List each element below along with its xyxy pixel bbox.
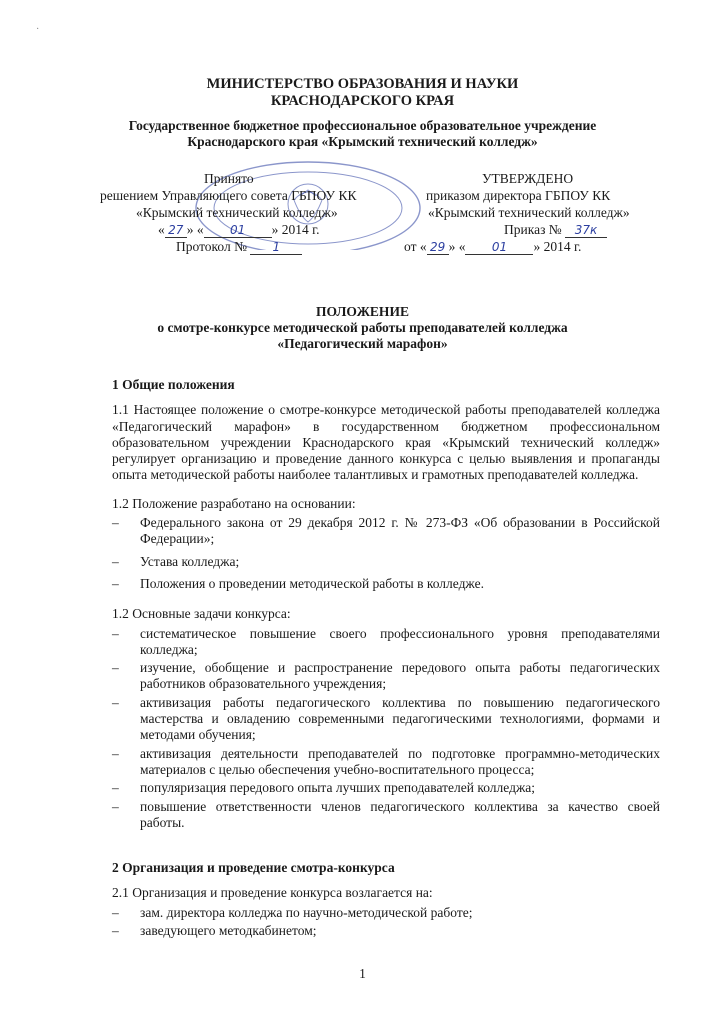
list-item: – Положения о проведении методической работы в колледже.: [112, 576, 660, 592]
approved-date-month: 01: [465, 240, 533, 255]
date-open-quote: «: [158, 222, 165, 237]
approved-order-line: приказом директора ГБПОУ КК: [426, 188, 611, 203]
approved-date-year: » 2014 г.: [533, 239, 582, 254]
accepted-college-line: «Крымский технический колледж»: [136, 205, 338, 220]
approved-date-day: 29: [427, 240, 449, 255]
organizers-list: [112, 905, 660, 940]
approved-date-prefix: от «: [404, 239, 427, 254]
section-1-heading: 1 Общие положения: [112, 377, 235, 392]
protocol-number: 1: [250, 240, 302, 255]
paragraph-2-1-intro: 2.1 Организация и проведение конкурса возлагается на:: [112, 885, 433, 901]
list-item: – заведующего методкабинетом;: [112, 923, 660, 939]
institution-line-2: Краснодарского края «Крымский технический колледж»: [187, 134, 538, 149]
accepted-date-day: 27: [165, 223, 187, 238]
scan-artifact: ·: [36, 24, 40, 35]
document-title: [0, 304, 725, 352]
section-2-heading: 2 Организация и проведение смотра-конкурса: [112, 860, 395, 876]
protocol-line: [100, 238, 356, 255]
order-label: Приказ №: [504, 222, 562, 237]
title-line-1: ПОЛОЖЕНИЕ: [316, 304, 409, 319]
ministry-line-1: МИНИСТЕРСТВО ОБРАЗОВАНИЯ И НАУКИ: [206, 76, 519, 92]
accepted-label: Принято: [204, 171, 254, 186]
list-item: – Федерального закона от 29 декабря 2012 г. № 273-ФЗ «Об образовании в Российской Федерации»;: [112, 515, 660, 548]
paragraph-tasks-intro: 1.2 Основные задачи конкурса:: [112, 606, 291, 622]
document-body: [112, 377, 660, 944]
ministry-line-2: КРАСНОДАРСКОГО КРАЯ: [270, 93, 455, 109]
tasks-list: [112, 626, 660, 832]
date-mid-quote: » «: [186, 222, 204, 237]
institution-heading: [0, 118, 725, 150]
accepted-date-line: [100, 221, 356, 238]
title-line-3: «Педагогический марафон»: [277, 336, 448, 351]
approved-label: УТВЕРЖДЕНО: [482, 171, 574, 186]
accepted-date-year: » 2014 г.: [271, 222, 320, 237]
approved-date-mid: » «: [448, 239, 466, 254]
paragraph-1-2-intro: 1.2 Положение разработано на основании:: [112, 495, 356, 511]
order-number: 37к: [565, 223, 607, 238]
list-item: – популяризация передового опыта лучших преподавателей колледжа;: [112, 780, 660, 796]
list-item: – активизация работы педагогического коллектива по повышению педагогического мастерства и овладению современными педагогическими технологиями, формами и методами обучения;: [112, 695, 660, 744]
list-item: – Устава колледжа;: [112, 554, 660, 570]
approved-date-line: [404, 238, 630, 255]
institution-line-1: Государственное бюджетное профессиональное образовательное учреждение: [128, 118, 597, 133]
list-item: – зам. директора колледжа по научно-методической работе;: [112, 905, 660, 921]
accepted-block: [100, 170, 356, 255]
title-line-2: о смотре-конкурсе методической работы преподавателей колледжа: [157, 320, 568, 335]
ministry-heading: [0, 76, 725, 110]
accepted-decision-line: решением Управляющего совета ГБПОУ КК: [100, 188, 357, 203]
protocol-label: Протокол №: [176, 239, 247, 254]
basis-list: [112, 515, 660, 592]
order-number-line: [426, 221, 630, 238]
page-number: 1: [359, 966, 366, 981]
approved-college-line: «Крымский технический колледж»: [428, 205, 630, 220]
approved-block: [404, 170, 630, 255]
list-item: – систематическое повышение своего профессионального уровня преподавателями колледжа;: [112, 626, 660, 659]
accepted-date-month: 01: [204, 223, 272, 238]
list-item: – активизация деятельности преподавателей по подготовке программно-методических материалов с целью обеспечения учебно-воспитательного процесса;: [112, 746, 660, 779]
list-item: – повышение ответственности членов педагогического коллектива за качество своей работы.: [112, 799, 660, 832]
paragraph-1-1: 1.1 Настоящее положение о смотре-конкурсе методической работы преподавателей колледжа «Педагогический марафон» в государственном бюджетном профессиональном образовательном учреждении Краснодарского края «Крымский технический колледж» регулирует организацию и проведение данного конкурса с целью выявления и пропаганды опыта методической работы наиболее талантливых и грамотных преподавателей колледжа.: [112, 402, 660, 483]
list-item: – изучение, обобщение и распространение передового опыта работы педагогических работников образовательного учреждения;: [112, 660, 660, 693]
